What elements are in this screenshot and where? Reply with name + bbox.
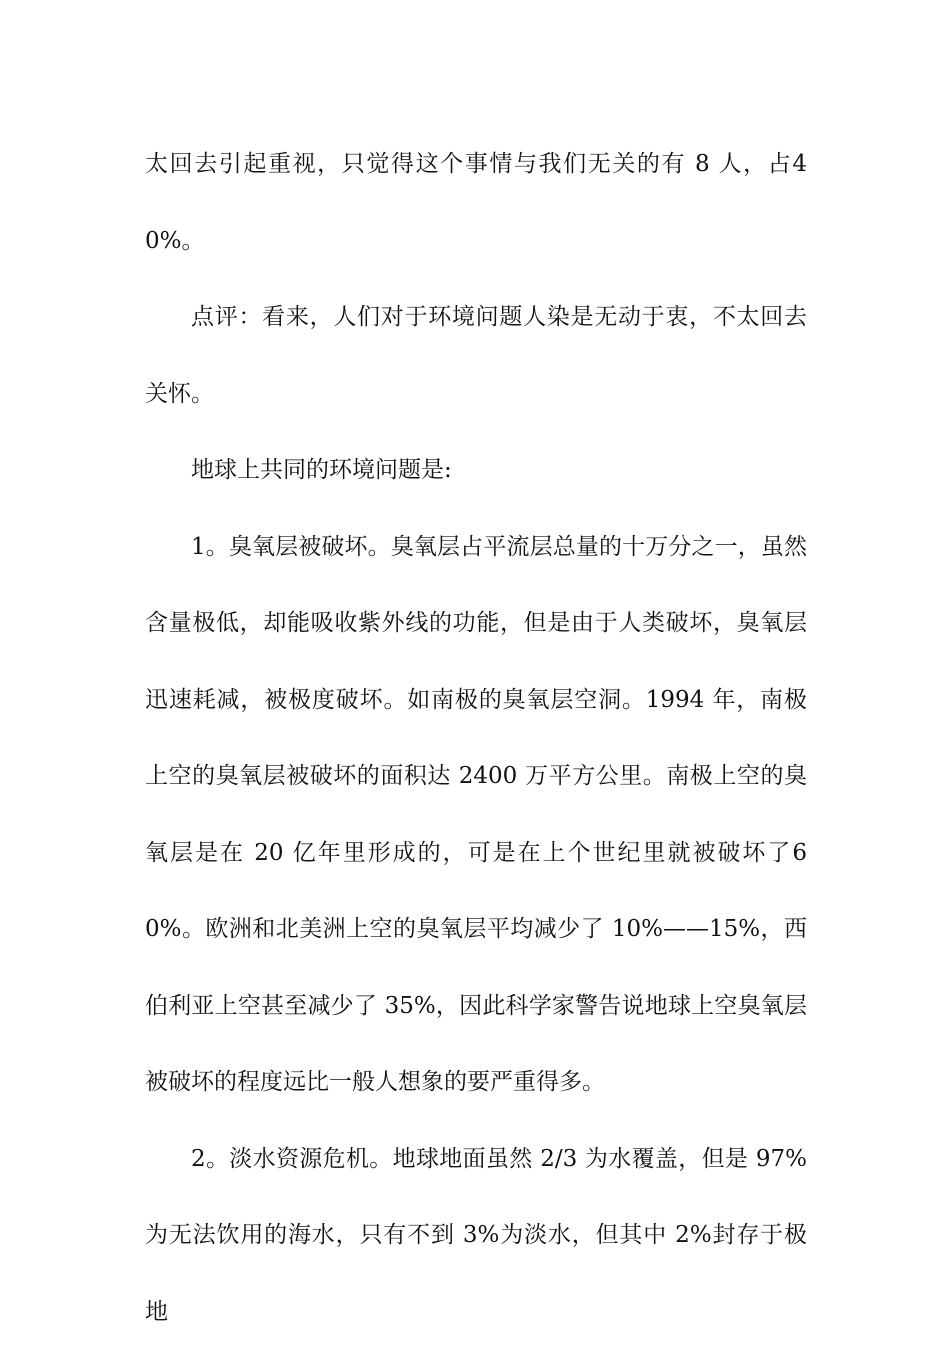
paragraph-freshwater-crisis: 2。淡水资源危机。地球地面虽然 2/3 为水覆盖，但是 97%为无法饮用的海水，只有不到 3%为淡水，但其中 2%封存于极地: [145, 1121, 807, 1350]
paragraph-comment: 点评：看来，人们对于环境问题人染是无动于衷，不太回去关怀。: [145, 279, 807, 432]
paragraph-intro-issues: 地球上共同的环境问题是:: [145, 432, 807, 509]
paragraph-survey-result: 太回去引起重视，只觉得这个事情与我们无关的有 8 人，占40%。: [145, 126, 807, 279]
paragraph-ozone-layer: 1。臭氧层被破坏。臭氧层占平流层总量的十万分之一，虽然含量极低，却能吸收紫外线的功能，但是由于人类破坏，臭氧层迅速耗减，被极度破坏。如南极的臭氧层空洞。1994 年，南极上空的臭氧层被破坏的面积达 2400 万平方公里。南极上空的臭氧层是在 20 亿年里形成的，可是在上个世纪里就被破坏了60%。欧洲和北美洲上空的臭氧层平均减少了 10%——15%，西伯利亚上空甚至减少了 35%，因此科学家警告说地球上空臭氧层被破坏的程度远比一般人想象的要严重得多。: [145, 509, 807, 1121]
document-body: [145, 126, 807, 1350]
